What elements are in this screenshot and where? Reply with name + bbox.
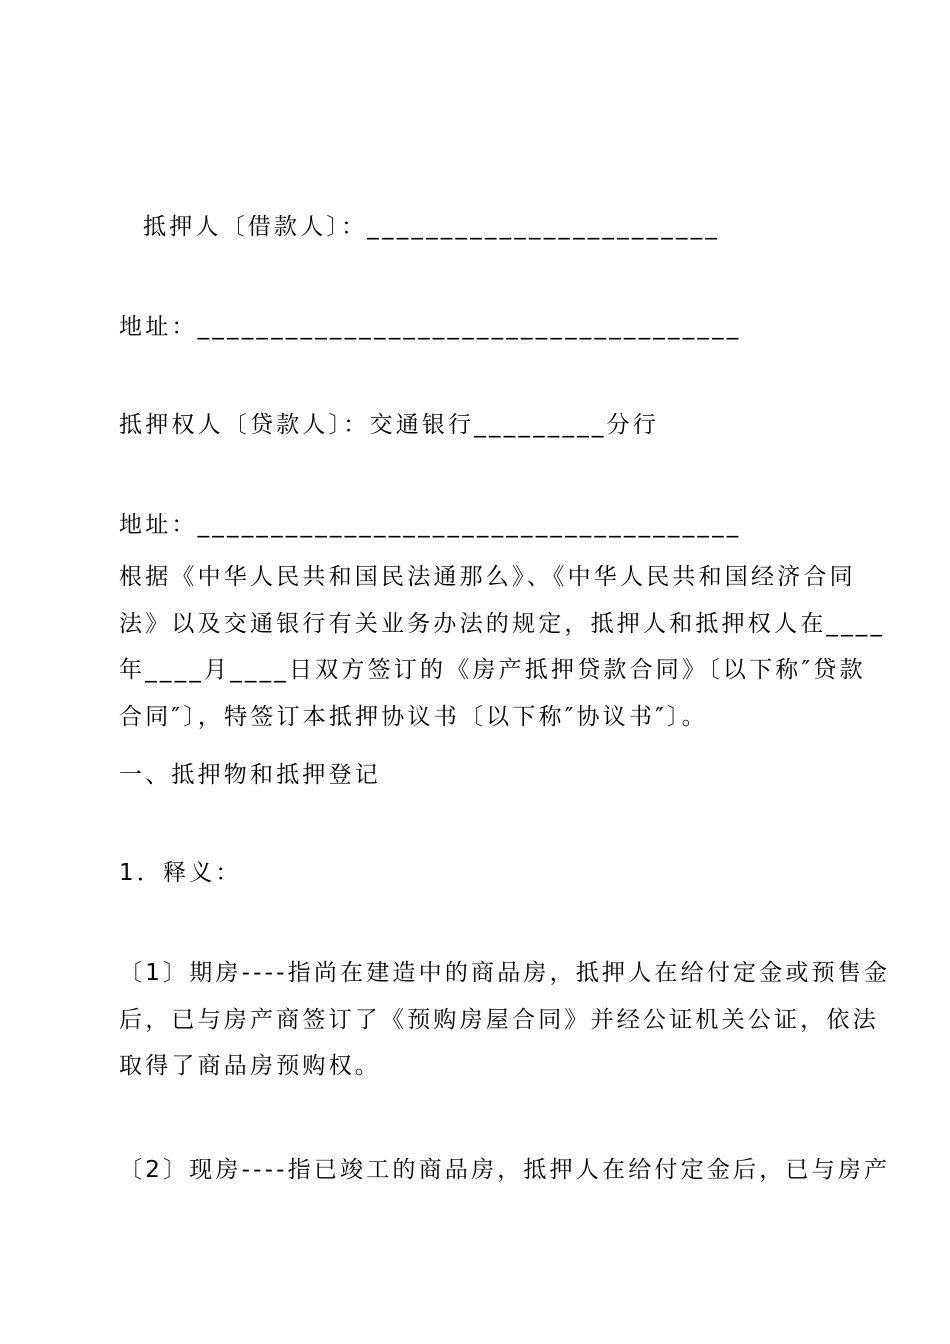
item-1-2-line: 〔2〕现房----指已竣工的商品房，抵押人在给付定金后，已与房产 <box>119 1157 891 1183</box>
item-1-1-line: 后，已与房产商签订了《预购房屋合同》并经公证机关公证，依法 <box>119 1006 879 1033</box>
item-1-1-line: 取得了商品房预购权。 <box>119 1053 381 1079</box>
address-line-1: 地址：_____________________________________ <box>119 314 742 340</box>
intro-line: 法》以及交通银行有关业务办法的规定，抵押人和抵押权人在____ <box>119 610 886 637</box>
intro-paragraph <box>119 554 886 740</box>
mortgagor-line: 抵押人〔借款人〕：________________________ <box>143 214 721 240</box>
item-1-title: 1．释义： <box>119 860 242 886</box>
intro-line: 合同″〕，特签订本抵押协议书〔以下称″协议书″〕。 <box>119 703 708 730</box>
address-line-2: 地址：_____________________________________ <box>119 512 742 538</box>
section-1-title: 一、抵押物和抵押登记 <box>119 762 381 788</box>
intro-line: 年____月____日双方签订的《房产抵押贷款合同》〔以下称″贷款 <box>119 657 866 683</box>
item-1-1-line: 〔1〕期房----指尚在建造中的商品房，抵押人在给付定金或预售金 <box>119 960 891 986</box>
item-1-2-paragraph <box>119 1147 891 1194</box>
mortgagee-line: 抵押权人〔贷款人〕：交通银行_________分行 <box>119 412 659 438</box>
intro-line: 根据《中华人民共和国民法通那么》、《中华人民共和国经济合同 <box>119 564 856 590</box>
item-1-1-paragraph <box>119 950 891 1090</box>
